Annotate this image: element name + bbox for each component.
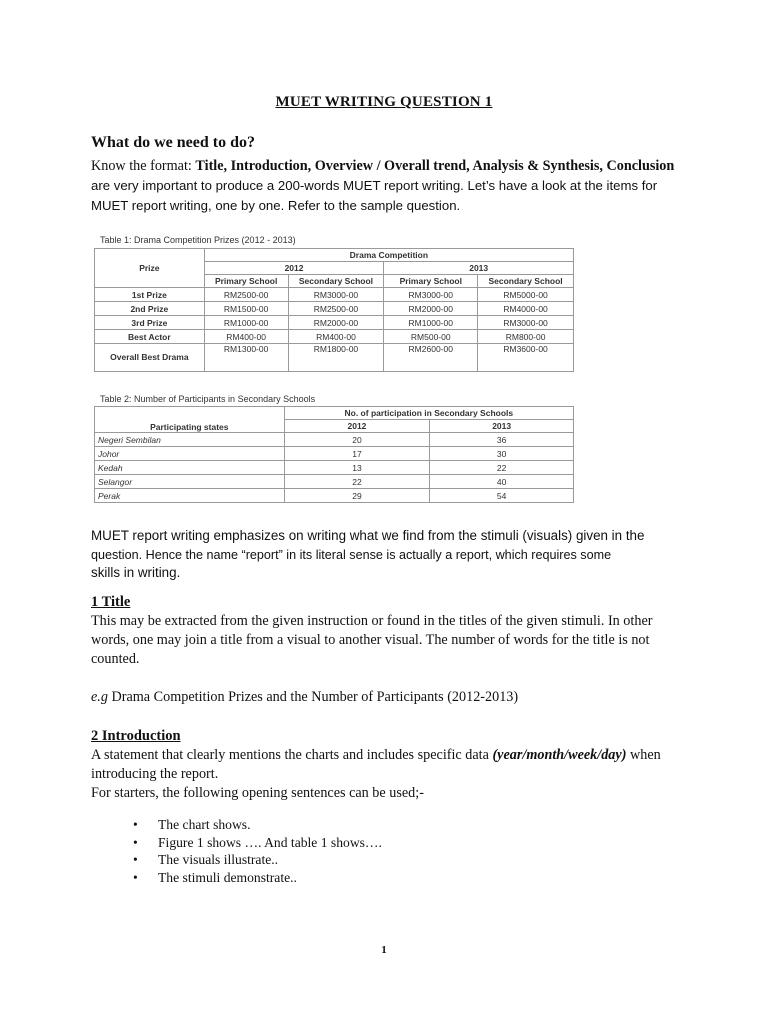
table1-prize: 3rd Prize <box>95 316 205 330</box>
table1-cell: RM2500-00 <box>204 288 288 302</box>
table2-state: Negeri Sembilan <box>95 433 285 447</box>
table2-group-header: No. of participation in Secondary Schools <box>284 407 573 420</box>
table1-cell: RM1500-00 <box>204 302 288 316</box>
table1-subheader: Primary School <box>204 275 288 288</box>
report-paragraph <box>91 527 691 583</box>
table2-state: Kedah <box>95 461 285 475</box>
table1-caption: Table 1: Drama Competition Prizes (2012 - 2013) <box>100 235 296 245</box>
table1-cell: RM3000-00 <box>288 288 384 302</box>
table1-cell: RM400-00 <box>204 330 288 344</box>
section2-body <box>91 746 681 784</box>
section2-starters: For starters, the following opening sentences can be used;- <box>91 785 424 801</box>
intro-lead: Know the format: <box>91 158 196 174</box>
intro-paragraph <box>91 156 681 216</box>
page-title: MUET WRITING QUESTION 1 <box>275 94 493 110</box>
section2-body-b: when introducing the report. <box>91 747 661 782</box>
section2-body-bold: (year/month/week/day) <box>492 747 627 763</box>
report-line: skills in writing. <box>91 565 181 580</box>
table-row <box>95 316 574 330</box>
table1-cell: RM500-00 <box>384 330 478 344</box>
table1-prize: Best Actor <box>95 330 205 344</box>
table-row <box>95 489 574 503</box>
table2-year: 2013 <box>430 420 574 433</box>
table2 <box>94 406 574 503</box>
table2-cell: 40 <box>430 475 574 489</box>
report-line: question. Hence the name “report” in its literal sense is actually a report, which requires some <box>91 547 612 562</box>
opening-sentences-list <box>133 816 382 886</box>
table1-cell: RM2500-00 <box>288 302 384 316</box>
table1-subheader: Primary School <box>384 275 478 288</box>
list-item: • The visuals illustrate.. <box>133 851 382 869</box>
table2-cell: 22 <box>430 461 574 475</box>
section2-body-a: A statement that clearly mentions the charts and includes specific data <box>91 747 493 763</box>
table2-state: Perak <box>95 489 285 503</box>
table1-cell: RM2000-00 <box>384 302 478 316</box>
report-line: MUET report writing emphasizes on writing what we find from the stimuli (visuals) given in the <box>91 528 645 543</box>
table1-year: 2013 <box>384 262 574 275</box>
intro-rest-b: . Let’s have a look at the items for MUET report writing, one by one. Refer to the sample question. <box>91 178 658 213</box>
table1-cell: RM1000-00 <box>384 316 478 330</box>
table2-cell: 20 <box>284 433 430 447</box>
intro-rest-a: are very important to produce a 200-words MUET report writing <box>91 178 461 193</box>
table2-state: Johor <box>95 447 285 461</box>
page-number: 1 <box>381 944 387 956</box>
subheading: What do we need to do? <box>91 134 256 151</box>
table1-cell: RM2600-00 <box>384 344 478 372</box>
section1-heading: 1 Title <box>91 594 131 610</box>
table1-prize: 1st Prize <box>95 288 205 302</box>
table-row <box>95 344 574 372</box>
table1-prize-header: Prize <box>95 249 205 288</box>
table1-cell: RM3000-00 <box>478 316 574 330</box>
example-label: e.g <box>91 689 108 705</box>
table2-cell: 30 <box>430 447 574 461</box>
table2-caption: Table 2: Number of Participants in Secondary Schools <box>100 394 316 404</box>
table2-states-header: Participating states <box>95 407 285 433</box>
table1-cell: RM5000-00 <box>478 288 574 302</box>
table1-prize: 2nd Prize <box>95 302 205 316</box>
section1-body: This may be extracted from the given instruction or found in the titles of the given stimuli. In other words, one may join a title from a visual to another visual. The number of words for the title is not counted. <box>91 613 653 667</box>
table-row <box>95 302 574 316</box>
table2-state: Selangor <box>95 475 285 489</box>
table-row <box>95 461 574 475</box>
intro-format-bold: Title, Introduction, Overview / Overall trend, Analysis & Synthesis, Conclusion <box>195 158 675 174</box>
table2-cell: 29 <box>284 489 430 503</box>
table1-cell: RM3600-00 <box>478 344 574 372</box>
table1-subheader: Secondary School <box>478 275 574 288</box>
table-row <box>95 330 574 344</box>
table-row <box>95 475 574 489</box>
section2-heading: 2 Introduction <box>91 728 181 744</box>
table1-cell: RM3000-00 <box>384 288 478 302</box>
section1-example <box>91 688 681 707</box>
table1-cell: RM1300-00 <box>204 344 288 372</box>
table2-year: 2012 <box>284 420 430 433</box>
table2-cell: 17 <box>284 447 430 461</box>
table1-cell: RM2000-00 <box>288 316 384 330</box>
table2-cell: 13 <box>284 461 430 475</box>
table2-cell: 54 <box>430 489 574 503</box>
table1-cell: RM1800-00 <box>288 344 384 372</box>
table1 <box>94 248 574 372</box>
list-item: • Figure 1 shows …. And table 1 shows…. <box>133 834 382 852</box>
table-row <box>95 288 574 302</box>
table2-cell: 22 <box>284 475 430 489</box>
table1-cell: RM4000-00 <box>478 302 574 316</box>
list-item: • The chart shows. <box>133 816 382 834</box>
table1-group-header: Drama Competition <box>204 249 573 262</box>
table1-cell: RM1000-00 <box>204 316 288 330</box>
list-item: • The stimuli demonstrate.. <box>133 869 382 887</box>
table2-cell: 36 <box>430 433 574 447</box>
table1-prize: Overall Best Drama <box>95 344 205 372</box>
table1-subheader: Secondary School <box>288 275 384 288</box>
example-text: Drama Competition Prizes and the Number of Participants (2012-2013) <box>107 689 519 705</box>
table1-cell: RM400-00 <box>288 330 384 344</box>
table1-year: 2012 <box>204 262 384 275</box>
table-row <box>95 433 574 447</box>
table-row <box>95 447 574 461</box>
table1-cell: RM800-00 <box>478 330 574 344</box>
